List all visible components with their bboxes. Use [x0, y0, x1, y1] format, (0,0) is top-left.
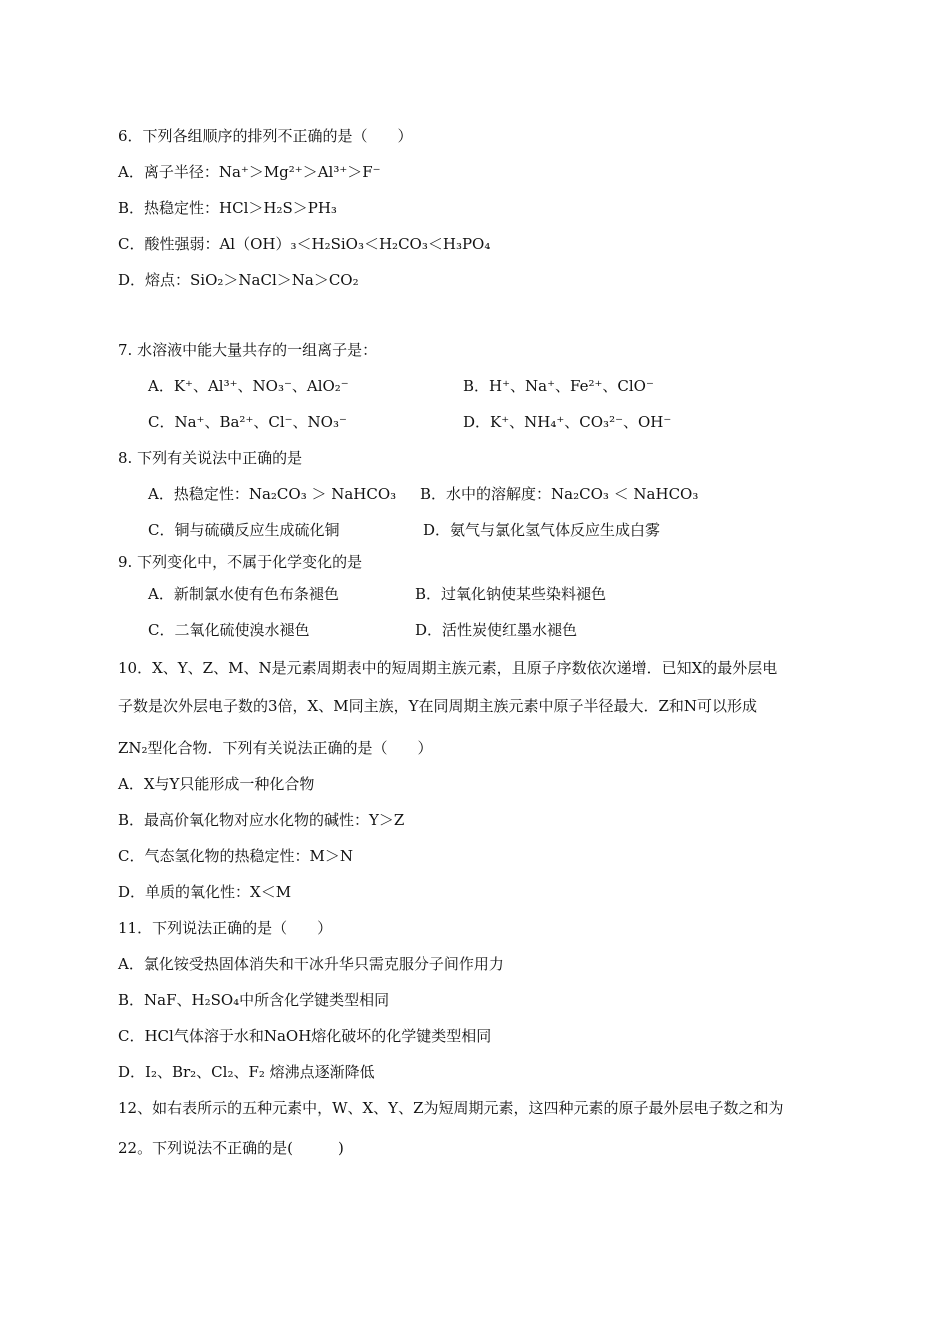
- q7-stem: 7. 水溶液中能大量共存的一组离子是：: [118, 341, 378, 359]
- q7-option-d: D．K⁺、NH₄⁺、CO₃²⁻、OH⁻: [463, 413, 672, 431]
- q8-option-a: A．热稳定性：Na₂CO₃ ＞ NaHCO₃: [148, 485, 397, 503]
- q10-stem-line-2: 子数是次外层电子数的3倍，X、M同主族，Y在同周期主族元素中原子半径最大．Z和N可以形成: [118, 697, 758, 715]
- q8-option-d: D．氨气与氯化氢气体反应生成白雾: [423, 521, 661, 539]
- q12-stem-line-1: 12、如右表所示的五种元素中，W、X、Y、Z为短周期元素，这四种元素的原子最外层电子数之和为: [118, 1099, 784, 1117]
- q12-stem-line-2: 22。下列说法不正确的是( ): [118, 1139, 344, 1157]
- q10-stem-line-3: ZN₂型化合物．下列有关说法正确的是（ ）: [118, 739, 433, 757]
- q11-option-a: A．氯化铵受热固体消失和干冰升华只需克服分子间作用力: [118, 955, 504, 973]
- q9-option-a: A．新制氯水使有色布条褪色: [148, 585, 339, 603]
- q9-option-c: C．二氧化硫使溴水褪色: [148, 621, 310, 639]
- q8-stem: 8. 下列有关说法中正确的是: [118, 449, 303, 467]
- q6-option-c: C．酸性强弱：Al（OH）₃＜H₂SiO₃＜H₂CO₃＜H₃PO₄: [118, 235, 491, 253]
- q9-option-b: B．过氧化钠使某些染料褪色: [415, 585, 607, 603]
- q10-option-c: C．气态氢化物的热稳定性：M＞N: [118, 847, 353, 865]
- q8-option-b: B．水中的溶解度：Na₂CO₃ ＜ NaHCO₃: [420, 485, 699, 503]
- q6-option-b: B．热稳定性：HCl＞H₂S＞PH₃: [118, 199, 337, 217]
- q9-option-d: D．活性炭使红墨水褪色: [415, 621, 578, 639]
- q10-option-b: B．最高价氧化物对应水化物的碱性：Y＞Z: [118, 811, 405, 829]
- q11-option-b: B．NaF、H₂SO₄中所含化学键类型相同: [118, 991, 390, 1009]
- q11-stem: 11．下列说法正确的是（ ）: [118, 919, 333, 937]
- q7-option-a: A．K⁺、Al³⁺、NO₃⁻、AlO₂⁻: [148, 377, 349, 395]
- q6-option-d: D．熔点：SiO₂＞NaCl＞Na＞CO₂: [118, 271, 359, 289]
- q11-option-c: C．HCl气体溶于水和NaOH熔化破坏的化学键类型相同: [118, 1027, 492, 1045]
- q6-stem: 6．下列各组顺序的排列不正确的是（ ）: [118, 127, 413, 145]
- q10-option-d: D．单质的氧化性：X＜M: [118, 883, 292, 901]
- q10-stem-line-1: 10．X、Y、Z、M、N是元素周期表中的短周期主族元素，且原子序数依次递增．已知X的最外层电: [118, 659, 778, 677]
- q6-option-a: A．离子半径：Na⁺＞Mg²⁺＞Al³⁺＞F⁻: [118, 163, 381, 181]
- q11-option-d: D．I₂、Br₂、Cl₂、F₂ 熔沸点逐渐降低: [118, 1063, 375, 1081]
- q8-option-c: C．铜与硫磺反应生成硫化铜: [148, 521, 340, 539]
- q7-option-c: C．Na⁺、Ba²⁺、Cl⁻、NO₃⁻: [148, 413, 347, 431]
- q10-option-a: A．X与Y只能形成一种化合物: [118, 775, 315, 793]
- q7-option-b: B．H⁺、Na⁺、Fe²⁺、ClO⁻: [463, 377, 654, 395]
- q9-stem: 9. 下列变化中，不属于化学变化的是: [118, 553, 363, 571]
